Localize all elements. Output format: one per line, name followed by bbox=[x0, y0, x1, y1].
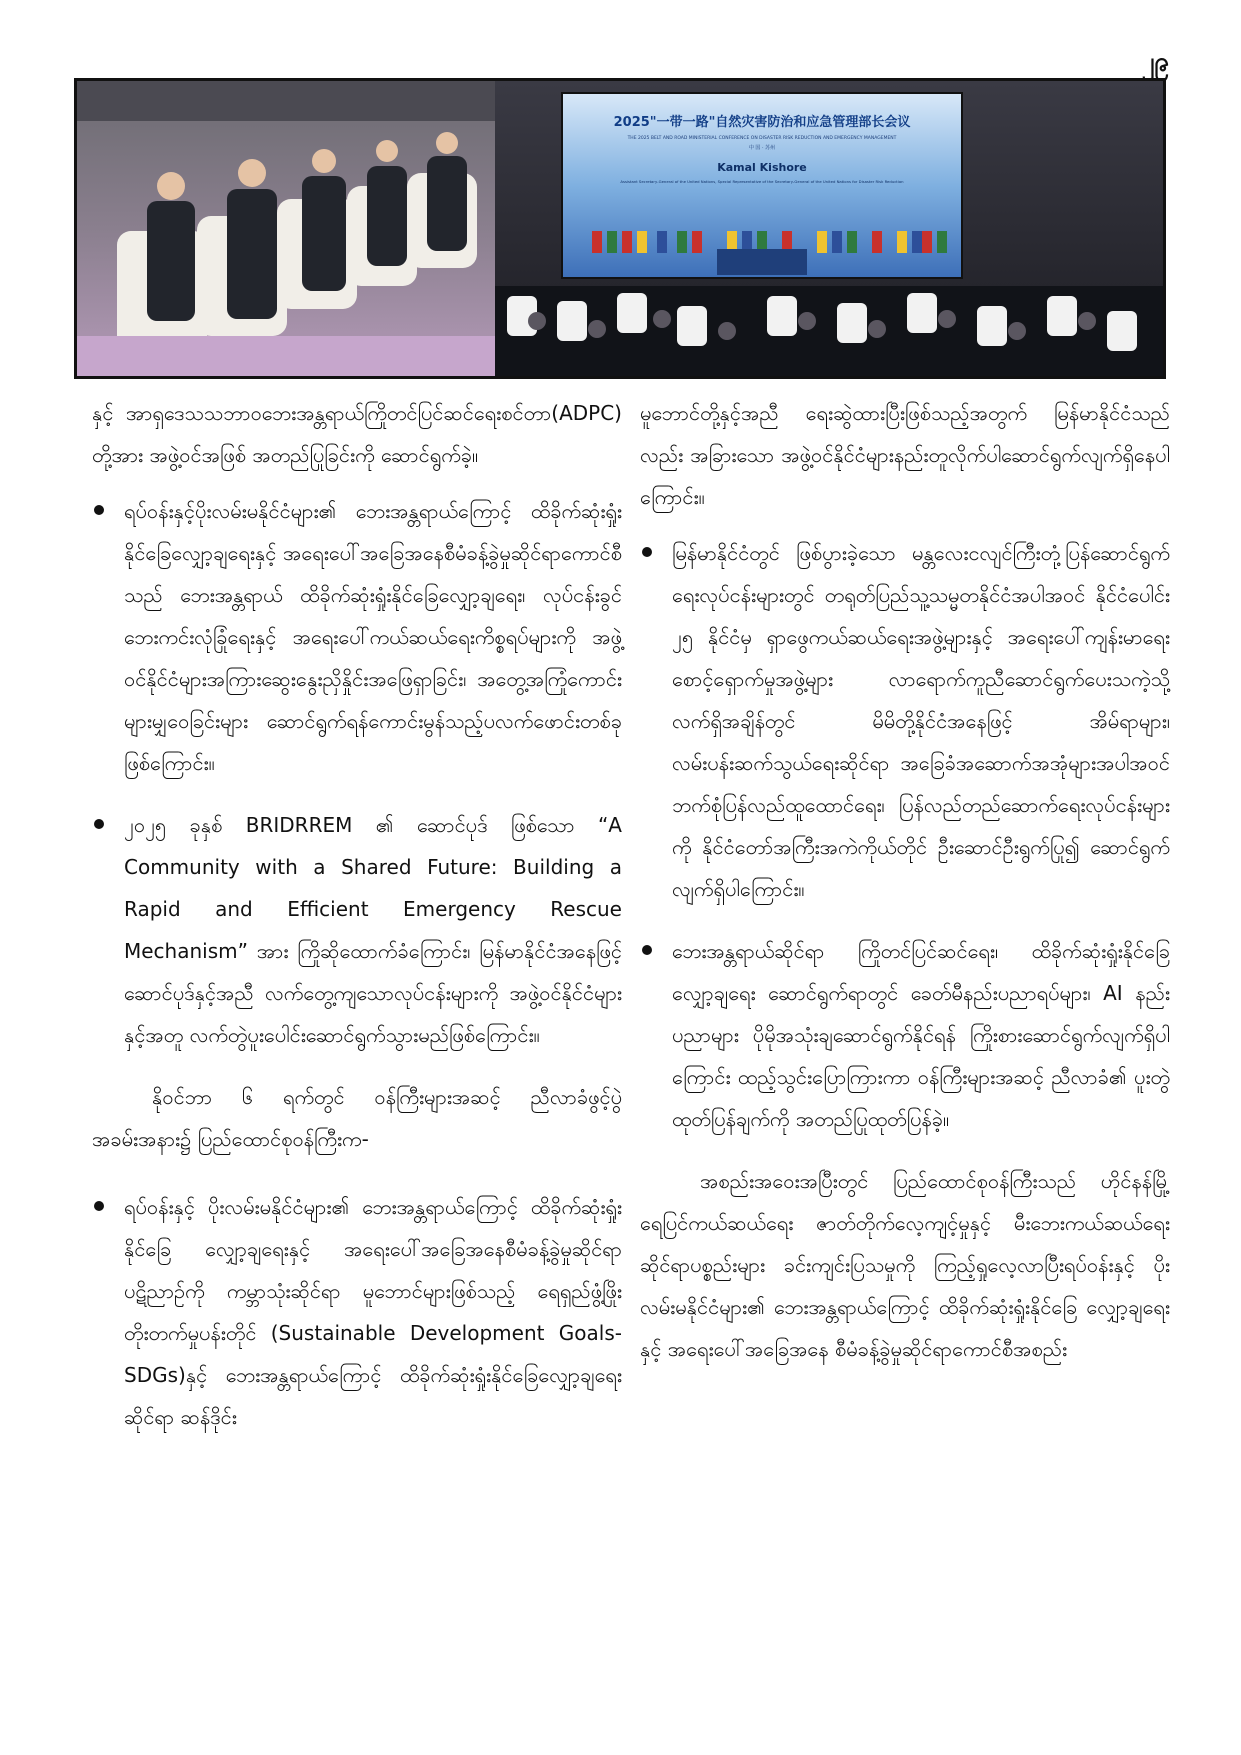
right-bullet-2 bbox=[640, 930, 1170, 1140]
bullet-dot bbox=[642, 547, 652, 557]
left-bullet-1-text: ရပ်ဝန်းနှင့်ပိုးလမ်းမနိုင်ငံများ၏ ဘေးအန္တရာယ်ကြောင့် ထိခိုက်ဆုံးရှုံးနိုင်ခြေလျှော့ချရေးနှင့် အရေးပေါ်အခြေအနေစီမံခန့်ခွဲမှုဆိုင်ရာကောင်စီသည် ဘေးအန္တရာယ် ထိခိုက်ဆုံးရှုံးနိုင်ခြေလျှော့ချရေး၊ လုပ်ငန်းခွင်ဘေးကင်းလုံခြုံရေးနှင့် အရေးပေါ်ကယ်ဆယ်ရေးကိစ္စရပ်များကို အဖွဲ့ဝင်နိုင်ငံများအကြားဆွေးနွေးညှိနှိုင်းအဖြေရှာခြင်း၊ အတွေ့အကြုံကောင်းများမျှဝေခြင်းများ ဆောင်ရွက်ရန်ကောင်းမွန်သည့်ပလက်ဖောင်းတစ်ခုဖြစ်ကြောင်း။ bbox=[124, 499, 622, 775]
left-bullet-2 bbox=[92, 804, 622, 1056]
right-intro-text: မူဘောင်တို့နှင့်အညီ ရေးဆွဲထားပြီးဖြစ်သည့်အတွက် မြန်မာနိုင်ငံသည်လည်း အခြားသော အဖွဲ့ဝင်နိုင်ငံများနည်းတူလိုက်ပါဆောင်ရွက်လျက်ရှိနေပါကြောင်း။ bbox=[640, 401, 1170, 509]
left-bullet-1 bbox=[92, 490, 622, 784]
page-number: ၂၉ bbox=[1141, 47, 1169, 77]
left-bullet-2-text: ၂၀၂၅ ခုနှစ် BRIDRREM ၏ ဆောင်ပုဒ် ဖြစ်သော “A Community with a Shared Future: Building a Rapid and Efficient Emergency Rescue Mechanism” အား ကြိုဆိုထောက်ခံကြောင်း၊ မြန်မာနိုင်ငံအနေဖြင့် ဆောင်ပုဒ်နှင့်အညီ လက်တွေ့ကျသောလုပ်ငန်းများကို အဖွဲ့ဝင်နိုင်ငံများနှင့်အတူ လက်တွဲပူးပေါင်းဆောင်ရွက်သွားမည်ဖြစ်ကြောင်း။ bbox=[124, 813, 622, 1047]
bullet-dot bbox=[94, 1201, 104, 1211]
right-column bbox=[640, 392, 1170, 1370]
right-bullet-1 bbox=[640, 532, 1170, 910]
left-bullet-3-text: ရပ်ဝန်းနှင့် ပိုးလမ်းမနိုင်ငံများ၏ ဘေးအန္တရာယ်ကြောင့် ထိခိုက်ဆုံးရှုံးနိုင်ခြေ လျှော့ချရေးနှင့် အရေးပေါ်အခြေအနေစီမံခန့်ခွဲမှုဆိုင်ရာပဋိညာဉ်ကို ကမ္ဘာသုံးဆိုင်ရာ မူဘောင်များဖြစ်သည့် ရေရှည်ဖွံ့ဖြိုးတိုးတက်မှုပန်းတိုင် (Sustainable Development Goals- SDGs)နှင့် ဘေးအန္တရာယ်ကြောင့် ထိခိုက်ဆုံးရှုံးနိုင်ခြေလျှော့ချရေးဆိုင်ရာ ဆန်ဒိုင်း bbox=[124, 1195, 622, 1429]
screen-title: 2025"一带一路"自然灾害防治和应急管理部长会议 bbox=[613, 115, 911, 130]
left-indent-paragraph: နိုဝင်ဘာ ၆ ရက်တွင် ဝန်ကြီးများအဆင့် ညီလာခံဖွင့်ပွဲအခမ်းအနား၌ ပြည်ထောင်စုဝန်ကြီးက- bbox=[92, 1085, 622, 1151]
screen-subtitle: THE 2025 BELT AND ROAD MINISTERIAL CONFERENCE ON DISASTER RISK REDUCTION AND EMERGENCY MANAGEMENT bbox=[627, 136, 897, 141]
right-indent-paragraph: အစည်းအဝေးအပြီးတွင် ပြည်ထောင်စုဝန်ကြီးသည် ဟိုင်နန်မြို့ ရေပြင်ကယ်ဆယ်ရေး ဇာတ်တိုက်လေ့ကျင့်မှုနှင့် မီးဘေးကယ်ဆယ်ရေးဆိုင်ရာပစ္စည်းများ ခင်းကျင်းပြသမှုကို ကြည့်ရှုလေ့လာပြီးရပ်ဝန်းနှင့် ပိုးလမ်းမနိုင်ငံများ၏ ဘေးအန္တရာယ်ကြောင့် ထိခိုက်ဆုံးရှုံးနိုင်ခြေ လျှော့ချရေးနှင့် အရေးပေါ်အခြေအနေ စီမံခန့်ခွဲမှုဆိုင်ရာကောင်စီအစည်း bbox=[640, 1169, 1170, 1361]
right-bullet-1-text: မြန်မာနိုင်ငံတွင် ဖြစ်ပွားခဲ့သော မန္တလေးငလျင်ကြီးတုံ့ပြန်ဆောင်ရွက်ရေးလုပ်ငန်းများတွင် တရုတ်ပြည်သူ့သမ္မတနိုင်ငံအပါအဝင် နိုင်ငံပေါင်း ၂၅ နိုင်ငံမှ ရှာဖွေကယ်ဆယ်ရေးအဖွဲ့များနှင့် အရေးပေါ်ကျန်းမာရေးစောင့်ရှောက်မှုအဖွဲ့များ လာရောက်ကူညီဆောင်ရွက်ပေးသကဲ့သို့ လက်ရှိအချိန်တွင် မိမိတို့နိုင်ငံအနေဖြင့် အိမ်ရာများ၊ လမ်းပန်းဆက်သွယ်ရေးဆိုင်ရာ အခြေခံအဆောက်အအုံများအပါအဝင် ဘက်စုံပြန်လည်ထူထောင်ရေး၊ ပြန်လည်တည်ဆောက်ရေးလုပ်ငန်းများကို နိုင်ငံတော်အကြီးအကဲကိုယ်တိုင် ဦးဆောင်ဦးရွက်ပြု၍ ဆောင်ရွက်လျက်ရှိပါကြောင်း။ bbox=[672, 541, 1170, 901]
right-bullet-2-text: ဘေးအန္တရာယ်ဆိုင်ရာ ကြိုတင်ပြင်ဆင်ရေး၊ ထိခိုက်ဆုံးရှုံးနိုင်ခြေလျှော့ချရေး ဆောင်ရွက်ရာတွင် ခေတ်မီနည်းပညာရပ်များ၊ AI နည်းပညာများ ပိုမိုအသုံးချဆောင်ရွက်နိုင်ရန် ကြိုးစားဆောင်ရွက်လျက်ရှိပါကြောင်း ထည့်သွင်းပြောကြားကာ ဝန်ကြီးများအဆင့် ညီလာခံ၏ ပူးတွဲထုတ်ပြန်ချက်ကို အတည်ပြုထုတ်ပြန်ခဲ့။ bbox=[672, 939, 1170, 1131]
conference-photo-graphic bbox=[77, 81, 1163, 376]
screen-location: 中 国 · 苏州 bbox=[748, 145, 776, 151]
bullet-dot bbox=[94, 819, 104, 829]
bullet-dot bbox=[94, 505, 104, 515]
left-column bbox=[92, 392, 622, 1458]
bullet-dot bbox=[642, 945, 652, 955]
speaker-title: Assistant Secretary-General of the United Nations, Special Representative of the Secretary-General of the United Nations for Disaster Risk Reduction bbox=[620, 179, 904, 184]
left-bullet-3 bbox=[92, 1186, 622, 1438]
conference-photo bbox=[74, 78, 1166, 379]
speaker-name: Kamal Kishore bbox=[717, 161, 807, 174]
left-intro-text: နှင့် အာရှဒေသသဘာဝဘေးအန္တရာယ်ကြိုတင်ပြင်ဆင်ရေးစင်တာ(ADPC) တို့အား အဖွဲ့ဝင်အဖြစ် အတည်ပြုခြင်းကို ဆောင်ရွက်ခဲ့။ bbox=[92, 401, 622, 467]
